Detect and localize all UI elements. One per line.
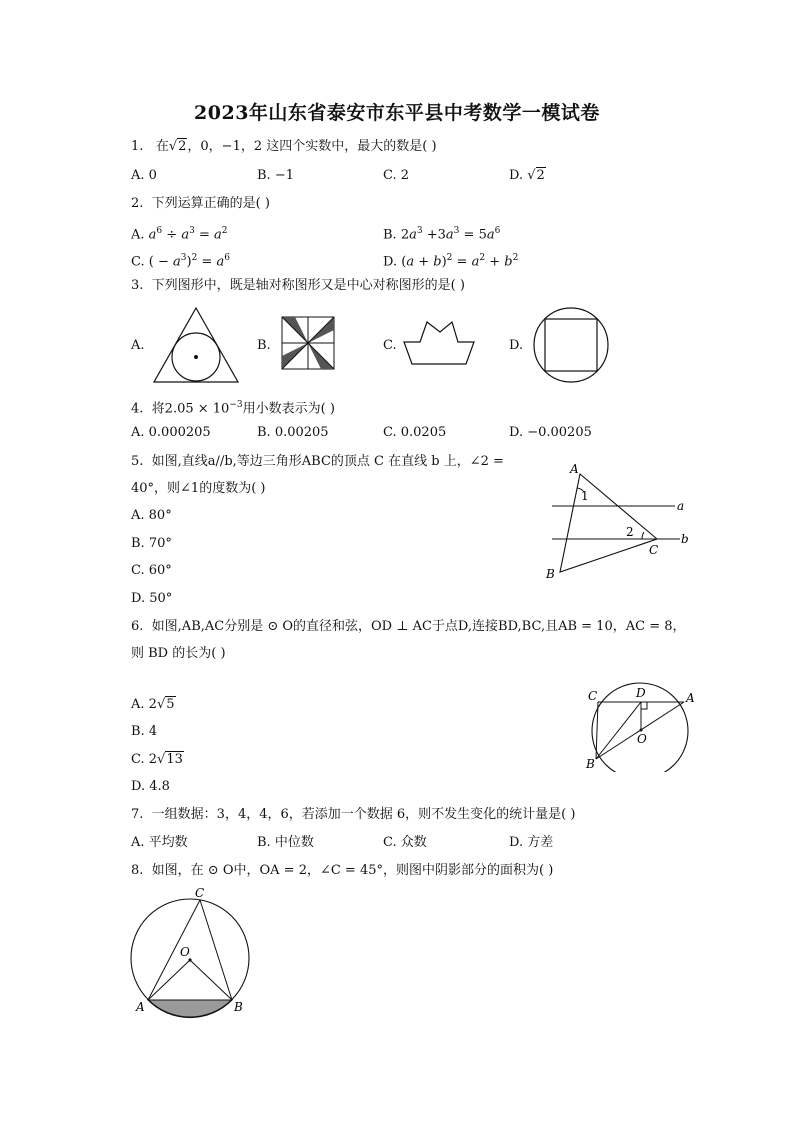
svg-text:A: A: [686, 691, 695, 705]
svg-text:B: B: [546, 567, 555, 581]
q1-option-d: D. √2: [509, 168, 545, 183]
q7-option-c: C. 众数: [383, 835, 427, 850]
svg-text:A: A: [570, 462, 579, 476]
q3-figure-b: [278, 315, 338, 371]
q2-option-a: A. $a^6 \div a^3 = a^2$: [131, 226, 228, 243]
question-4: 4. 将$2.05 \times 10^{-3}$用小数表示为( ): [131, 400, 335, 417]
q7-option-b: B. 中位数: [257, 835, 314, 850]
question-3: 3. 下列图形中，既是轴对称图形又是中心对称图形的是( ): [131, 278, 465, 293]
page-title: 2023年山东省泰安市东平县中考数学一模试卷: [194, 102, 600, 124]
q8-figure: [128, 884, 258, 1019]
q5-option-d: D. 50°: [131, 591, 173, 606]
q7-option-a: A. 平均数: [131, 835, 188, 850]
q6-option-b: B. 4: [131, 724, 158, 739]
q2-option-b: B. $2a^3 +3a^3 = 5a^6$: [383, 226, 501, 243]
question-7: 7. 一组数据：3，4，4，6，若添加一个数据 6，则不发生变化的统计量是( ): [131, 807, 576, 822]
sqrt-symbol: √13: [157, 752, 183, 767]
sqrt-symbol: √2: [168, 139, 187, 154]
svg-text:A: A: [136, 1000, 145, 1014]
svg-text:B: B: [234, 1000, 243, 1014]
q6-option-a: A. 2√5: [131, 697, 175, 712]
question-6-line2: 则 BD 的长为( ): [131, 646, 226, 661]
q4-option-c: C. 0.0205: [383, 425, 447, 440]
svg-text:C: C: [649, 543, 659, 557]
q2-option-c: C. ( − $a^3)^2 = a^6$: [131, 253, 230, 270]
svg-text:D: D: [636, 686, 646, 700]
q3-figure-a: [150, 305, 242, 385]
q6-option-d: D. 4.8: [131, 779, 170, 794]
q1-option-a: A. 0: [131, 168, 157, 183]
svg-text:1: 1: [581, 489, 589, 503]
q5-option-b: B. 70°: [131, 536, 172, 551]
question-number: 1.: [131, 139, 144, 154]
question-8: 8. 如图，在 ⊙ O中，OA = 2，∠C = 45°，则图中阴影部分的面积为( ): [131, 863, 554, 878]
q5-option-c: C. 60°: [131, 563, 172, 578]
q4-option-d: D. −0.00205: [509, 425, 592, 440]
svg-text:B: B: [586, 757, 595, 771]
question-5: 5. 如图,直线a//b,等边三角形ABC的顶点 C 在直线 b 上，∠2 =: [131, 454, 504, 469]
svg-text:2: 2: [626, 525, 634, 539]
q3-figure-c: [402, 318, 477, 368]
q6-option-c: C. 2√13: [131, 752, 183, 767]
q5-option-a: A. 80°: [131, 508, 172, 523]
q3-option-b: B.: [257, 338, 271, 353]
q2-option-d: D. $(a + b)^2 = a^2 + b^2$: [383, 253, 519, 270]
q4-option-b: B. 0.00205: [257, 425, 329, 440]
sqrt-symbol: √5: [156, 697, 175, 712]
q3-option-c: C.: [383, 338, 397, 353]
q1-option-c: C. 2: [383, 168, 410, 183]
question-5-line2: 40°，则∠1的度数为( ): [131, 481, 266, 496]
q6-figure: [582, 680, 700, 772]
svg-text:O: O: [637, 732, 647, 746]
q3-option-a: A.: [131, 338, 145, 353]
question-1: 1. 在√2，0，−1，2 这四个实数中，最大的数是( ): [131, 139, 437, 154]
question-6: 6. 如图,AB,AC分别是 ⊙ O的直径和弦，OD ⊥ AC于点D,连接BD,BC,且AB = 10，AC = 8，: [131, 619, 686, 634]
svg-text:C: C: [588, 689, 598, 703]
svg-text:a: a: [677, 499, 685, 513]
question-2: 2. 下列运算正确的是( ): [131, 196, 270, 211]
q3-figure-d: [530, 305, 612, 385]
q7-option-d: D. 方差: [509, 835, 554, 850]
q1-option-b: B. −1: [257, 168, 294, 183]
q3-option-d: D.: [509, 338, 524, 353]
svg-text:O: O: [180, 945, 190, 959]
q4-option-a: A. 0.000205: [131, 425, 211, 440]
sqrt-symbol: √2: [527, 168, 545, 183]
q5-figure: [540, 458, 700, 583]
svg-text:C: C: [195, 886, 205, 900]
svg-text:b: b: [681, 532, 689, 546]
